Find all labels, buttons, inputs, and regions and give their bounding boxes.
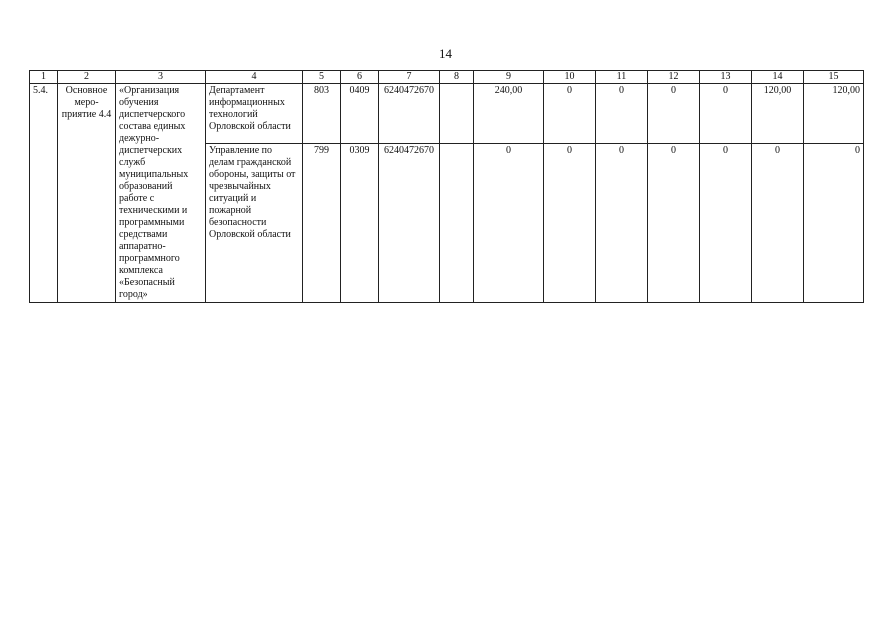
header-cell-5: 5: [303, 71, 341, 84]
value-10-cell: 0: [544, 144, 596, 303]
budget-table: [29, 70, 864, 303]
header-cell-6: 6: [341, 71, 379, 84]
header-cell-3: 3: [116, 71, 206, 84]
header-cell-15: 15: [804, 71, 864, 84]
header-cell-2: 2: [58, 71, 116, 84]
table-row: [30, 84, 864, 144]
value-13-cell: 0: [700, 84, 752, 144]
header-cell-10: 10: [544, 71, 596, 84]
code-8-cell: [440, 84, 474, 144]
header-cell-9: 9: [474, 71, 544, 84]
executor-cell: Департамент информационных технологий Орловской области: [206, 84, 303, 144]
header-cell-14: 14: [752, 71, 804, 84]
code-5-cell: 803: [303, 84, 341, 144]
code-6-cell: 0409: [341, 84, 379, 144]
value-9-cell: 0: [474, 144, 544, 303]
executor-cell: Управление по делам гражданской обороны, защиты от чрезвычайных ситуаций и пожарной безопасности Орловской области: [206, 144, 303, 303]
header-cell-11: 11: [596, 71, 648, 84]
value-12-cell: 0: [648, 144, 700, 303]
value-9-cell: 240,00: [474, 84, 544, 144]
code-5-cell: 799: [303, 144, 341, 303]
header-cell-12: 12: [648, 71, 700, 84]
code-7-cell: 6240472670: [379, 84, 440, 144]
value-14-cell: 0: [752, 144, 804, 303]
value-14-cell: 120,00: [752, 84, 804, 144]
page-number: 14: [439, 46, 452, 61]
value-12-cell: 0: [648, 84, 700, 144]
header-cell-7: 7: [379, 71, 440, 84]
header-cell-13: 13: [700, 71, 752, 84]
header-cell-4: 4: [206, 71, 303, 84]
header-cell-1: 1: [30, 71, 58, 84]
value-15-cell: 120,00: [804, 84, 864, 144]
code-7-cell: 6240472670: [379, 144, 440, 303]
value-11-cell: 0: [596, 144, 648, 303]
item-name-cell: «Организация обучения диспетчерского состава единых дежурно-диспетчерских служб муниципальных образований работе с техническими и программными средствами аппаратно-программного комплекса «Безопасный город»: [116, 84, 206, 303]
value-13-cell: 0: [700, 144, 752, 303]
header-cell-8: 8: [440, 71, 474, 84]
item-type-cell: Основное меро-приятие 4.4: [58, 84, 116, 303]
code-6-cell: 0309: [341, 144, 379, 303]
value-15-cell: 0: [804, 144, 864, 303]
code-8-cell: [440, 144, 474, 303]
item-number-cell: 5.4.: [30, 84, 58, 303]
header-row: [30, 71, 864, 84]
value-10-cell: 0: [544, 84, 596, 144]
value-11-cell: 0: [596, 84, 648, 144]
